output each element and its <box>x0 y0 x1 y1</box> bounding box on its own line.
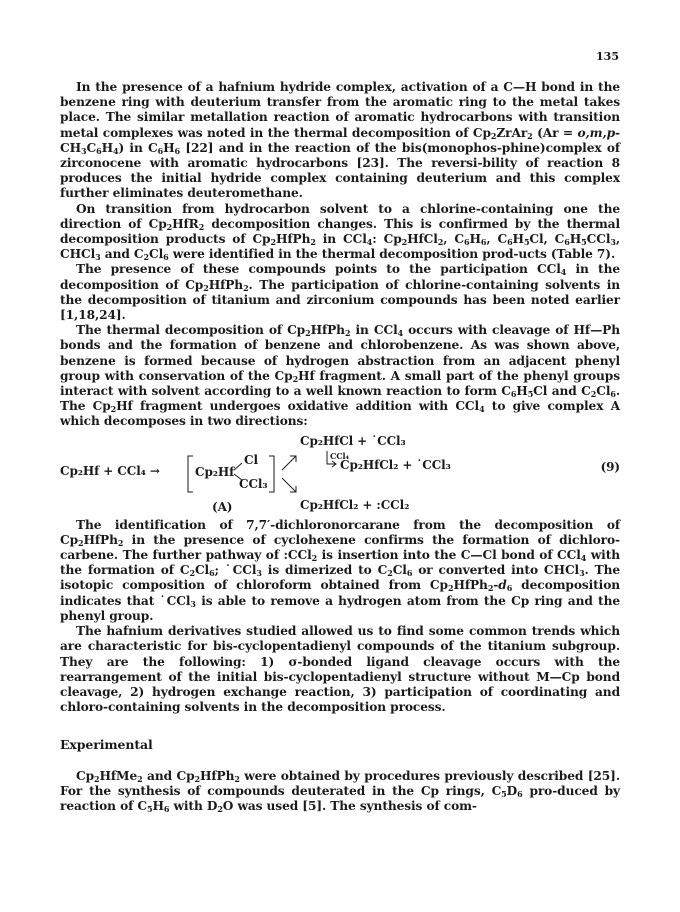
scheme-cl: Cl <box>244 452 258 467</box>
paragraph: The presence of these compounds points to the participation CCl$_4$ in the decomposition of $Cp_2HfPh_2$. The participation of chlorine-containing solvents in the decomposition of titanium and zirconium compounds has been noted earlier [1,18,24]. <box>60 262 620 323</box>
page-number: 135 <box>596 50 619 63</box>
scheme-label-a: (A) <box>212 499 233 514</box>
paragraph: $Cp_2HfMe_2$ and $Cp_2HfPh_2$ were obtained by procedures previously described [25]. For the synthesis of compounds deuterated in the Cp rings, $C_5D_6$ pro-duced by reaction of $C_5H_6$ with $D_2O$ was used [5]. The synthesis of com- <box>60 768 621 814</box>
scheme-reactants: Cp₂Hf + CCl₄ → <box>60 463 160 478</box>
scheme-complex-metal: Cp₂Hf <box>195 464 235 479</box>
equation-number: (9) <box>600 459 620 474</box>
scheme-ccl3: CCl₃ <box>239 476 268 491</box>
scheme-ccl4-label: CCl₄ <box>330 450 349 461</box>
reaction-scheme-9 <box>60 434 620 516</box>
scheme-top-product: Cp₂HfCl + ˙CCl₃ <box>300 433 406 448</box>
paragraph: The hafnium derivatives studied allowed us to find some common trends which are characteristic for bis-cyclopentadienyl compounds of the titanium subgroup. They are the following: 1) σ-bonded ligand cleavage occurs with the rearrangement of the initial bis-cyclopentadienyl structure without M—Cp bond cleavage, 2) hydrogen exchange reaction, 3) participation of coordinating and chloro-containing solvents in the decomposition process. <box>60 624 620 715</box>
section-heading: Experimental <box>60 737 153 753</box>
scheme-mid-product: Cp₂HfCl₂ + ˙CCl₃ <box>340 457 451 472</box>
paragraph: The identification of 7,7′-dichloronorcarane from the decomposition of $Cp_2HfPh_2$ in the presence of cyclohexene confirms the formation of dichloro-carbene. The further pathway of :CCl$_2$ is insertion into the C—Cl bond of CCl$_4$ with the formation of $C_2Cl_6$; ˙CCl$_3$ is dimerized to $C_2Cl_6$ or converted into CHCl$_3$. The isotopic composition of chloroform obtained from $Cp_2HfPh_2-d_6$ decomposition indicates that ˙CCl$_3$ is able to remove a hydrogen atom from the Cp ring and the phenyl group. <box>60 517 621 623</box>
paragraph: In the presence of a hafnium hydride complex, activation of a C—H bond in the benzene ring with deuterium transfer from the aromatic ring to the metal takes place. The similar metallation reaction of aromatic hydrocarbons with transition metal complexes was noted in the thermal decomposition of $Cp_2ZrAr_2$ $(Ar = o,m,p-CH_3C_6H_4)$ in $C_6H_6$ [22] and in the reaction of the bis(monophos-phine)complex of zirconocene with aromatic hydrocarbons [23]. The reversi-bility of reaction 8 produces the initial hydride complex containing deuterium and this complex further eliminates deuteromethane. <box>60 80 620 201</box>
article-body <box>60 80 620 814</box>
paragraph: The thermal decomposition of $Cp_2HfPh_2$ in CCl$_4$ occurs with cleavage of Hf—Ph bonds and the formation of benzene and chlorobenzene. As was shown above, benzene is formed because of hydrogen abstraction from an adjacent phenyl group with conservation of the $Cp_2Hf$ fragment. A small part of the phenyl groups interact with solvent according to a well known reaction to form $C_6H_5Cl$ and $C_2Cl_6$. The $Cp_2Hf$ fragment undergoes oxidative addition with CCl$_4$ to give complex A which decomposes in two directions: <box>60 323 620 429</box>
paragraph: On transition from hydrocarbon solvent to a chlorine-containing one the direction of $Cp_2HfR_2$ decomposition changes. This is confirmed by the thermal decomposition products of $Cp_2HfPh_2$ in CCl$_4$: $Cp_2HfCl_2$, $C_6H_6$, $C_6H_5Cl$, $C_6H_5CCl_3$, CHCl$_3$ and $C_2Cl_6$ were identified in the thermal decomposition prod-ucts (Table 7). <box>60 201 620 263</box>
scheme-bottom-product: Cp₂HfCl₂ + :CCl₂ <box>300 497 410 512</box>
